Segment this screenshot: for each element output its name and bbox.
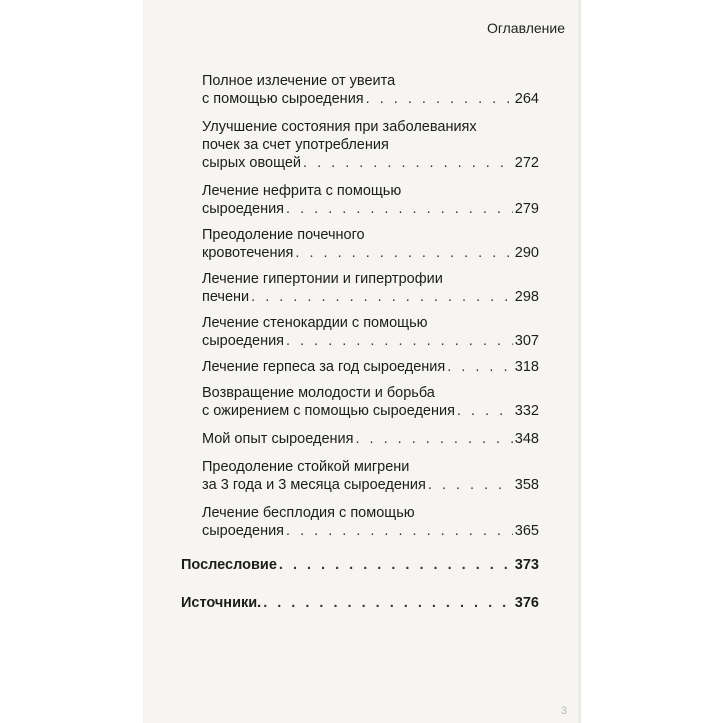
toc-page-number: 272 [514,155,539,171]
toc-page-number: 298 [514,289,539,305]
toc-entry-title-line: Лечение нефрита с помощью [202,183,402,199]
dot-leader [355,430,512,448]
toc-section-entry [181,594,539,612]
toc-entry [202,430,539,448]
dot-leader [251,288,513,306]
toc-entry [202,182,539,218]
dot-leader [286,200,513,218]
toc-entry-title-line: с ожирением с помощью сыроедения [202,403,455,419]
dot-leader [303,154,513,172]
toc-entry-title-line: Мой опыт сыроедения [202,431,354,447]
toc-page-number: 332 [514,403,539,419]
toc-entry [202,314,539,350]
toc-entry-title-line: Возвращение молодости и борьба [202,385,435,401]
toc-entry [202,226,539,262]
toc-entry-title-line: почек за счет употребления [202,137,389,153]
toc-entry-leader-row [202,358,539,376]
toc-entry [202,358,539,376]
toc-entry-title-line: Лечение бесплодия с помощью [202,505,415,521]
toc-page-number: 290 [514,245,539,261]
toc-entry-title-line: за 3 года и 3 месяца сыроедения [202,477,426,493]
dot-leader [263,594,513,612]
toc-entry [202,72,539,108]
toc-entry [202,270,539,306]
toc-entry-title-line: сыроедения [202,523,285,539]
toc-entry-leader-row [181,594,539,612]
toc-entry-title-line: Лечение герпеса за год сыроедения [202,359,446,375]
toc-entry-title-line: Преодоление стойкой мигрени [202,459,410,475]
toc-page-number: 365 [514,523,539,539]
toc-entry [202,118,539,172]
toc-page-number: 318 [514,359,539,375]
toc-page-number: 348 [514,431,539,447]
toc-entry-leader-row [202,402,539,420]
toc-page-number: 264 [514,91,539,107]
toc-entry-title-line: сыроедения [202,333,285,349]
toc-entry-title-line: Полное излечение от увеита [202,73,396,89]
toc-entry-leader-row [202,90,539,108]
toc-entry [202,458,539,494]
dot-leader [286,332,513,350]
dot-leader [428,476,513,494]
toc-entry-title-line: Лечение стенокардии с помощью [202,315,428,331]
dot-leader [457,402,513,420]
running-head: Оглавление [486,20,565,36]
toc-entry-leader-row [202,200,539,218]
toc-entry-leader-row [202,522,539,540]
toc-entry-leader-row [181,556,539,574]
toc-entry-leader-row [202,332,539,350]
dot-leader [366,90,513,108]
toc-page-number: 358 [514,477,539,493]
toc-entry-leader-row [202,288,539,306]
toc-entry-leader-row [202,154,539,172]
toc-page-number: 307 [514,333,539,349]
toc-entry-title-line: сырых овощей [202,155,302,171]
toc-entry-leader-row [202,244,539,262]
toc-entry-title-line: Послесловие [181,557,277,573]
page-number: 3 [560,705,567,717]
toc-entry-title-line: сыроедения [202,201,285,217]
toc-page-number: 279 [514,201,539,217]
toc-entry-title-line: печени [202,289,250,305]
toc-entry [202,384,539,420]
toc-entry-title-line: Лечение гипертонии и гипертрофии [202,271,443,287]
toc-entry-title-line: с помощью сыроедения [202,91,364,107]
toc-entry-title-line: кровотечения [202,245,294,261]
toc-entry-leader-row [202,476,539,494]
toc-entry [202,504,539,540]
toc-page-number: 376 [514,595,539,611]
dot-leader [447,358,513,376]
toc-entry-title-line: Источники. [181,595,262,611]
toc-entry-title-line: Преодоление почечного [202,227,365,243]
toc-section-entry [181,556,539,574]
dot-leader [295,244,512,262]
dot-leader [279,556,513,574]
toc-entry-leader-row [202,430,539,448]
book-page [143,0,581,723]
toc-page-number: 373 [514,557,539,573]
toc-entry-title-line: Улучшение состояния при заболеваниях [202,119,477,135]
page-edge [577,0,581,723]
dot-leader [286,522,513,540]
